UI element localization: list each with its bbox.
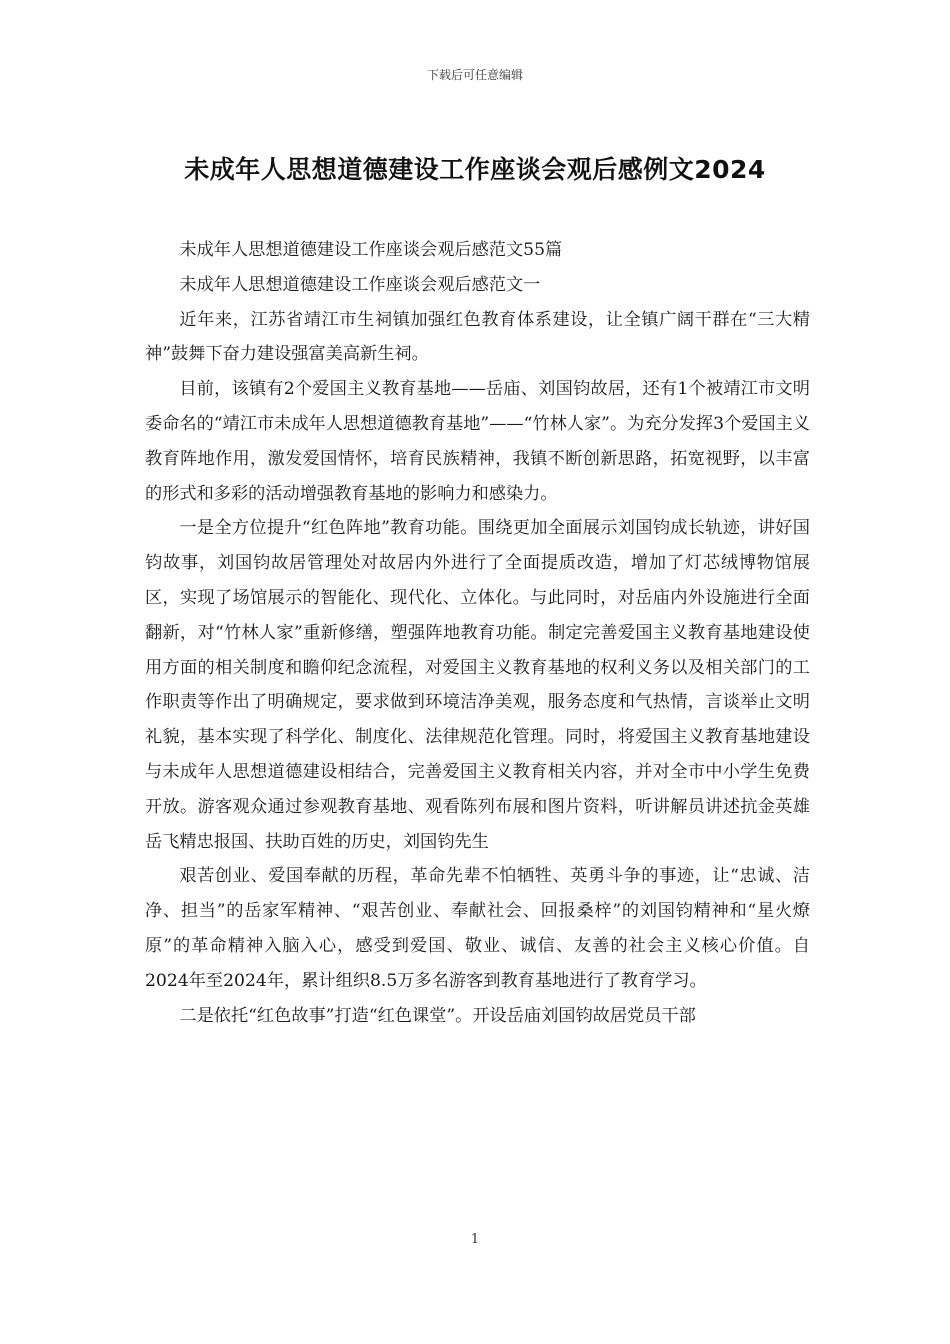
header-note: 下载后可任意编辑 [426,68,523,82]
document-body [145,233,810,1033]
paragraph: 二是依托“红色故事”打造“红色课堂”。开设岳庙刘国钧故居党员干部 [179,1005,696,1026]
paragraph: 未成年人思想道德建设工作座谈会观后感范文55篇 [179,240,563,260]
paragraph: 艰苦创业、爱国奉献的历程，革命先辈不怕牺牲、英勇斗争的事迹，让“忠诚、洁净、担当”的岳家军精神、“艰苦创业、奉献社会、回报桑梓”的刘国钧精神和“星火燎原”的革命精神入脑入心，感受到爱国、敬业、诚信、友善的社会主义核心价值。自2024年至2024年，累计组织8.5万多名游客到教育基地进行了教育学习。 [145,866,810,991]
paragraph: 目前，该镇有2个爱国主义教育基地——岳庙、刘国钧故居，还有1个被靖江市文明委命名的“靖江市未成年人思想道德教育基地”——“竹林人家”。为充分发挥3个爱国主义教育阵地作用，激发爱国情怀，培育民族精神，我镇不断创新思路，拓宽视野，以丰富的形式和多彩的活动增强教育基地的影响力和感染力。 [145,379,810,504]
paragraph: 一是全方位提升“红色阵地”教育功能。围绕更加全面展示刘国钧成长轨迹，讲好国钧故事，刘国钧故居管理处对故居内外进行了全面提质改造，增加了灯芯绒博物馆展区，实现了场馆展示的智能化、现代化、立体化。与此同时，对岳庙内外设施进行全面翻新，对“竹林人家”重新修缮，塑强阵地教育功能。制定完善爱国主义教育基地建设使用方面的相关制度和瞻仰纪念流程，对爱国主义教育基地的权利义务以及相关部门的工作职责等作出了明确规定，要求做到环境洁净美观，服务态度和气热情，言谈举止文明礼貌，基本实现了科学化、制度化、法律规范化管理。同时，将爱国主义教育基地建设与未成年人思想道德建设相结合，完善爱国主义教育相关内容，并对全市中小学生免费开放。游客观众通过参观教育基地、观看陈列布展和图片资料，听讲解员讲述抗金英雄岳飞精忠报国、扶助百姓的历史，刘国钧先生 [145,518,810,852]
paragraph: 未成年人思想道德建设工作座谈会观后感范文一 [179,274,541,295]
page-number: 1 [470,1232,480,1247]
paragraph: 近年来，江苏省靖江市生祠镇加强红色教育体系建设，让全镇广阔干群在“三大精神”鼓舞下奋力建设强富美高新生祠。 [145,309,810,365]
document-title: 未成年人思想道德建设工作座谈会观后感例文2024 [184,155,766,184]
